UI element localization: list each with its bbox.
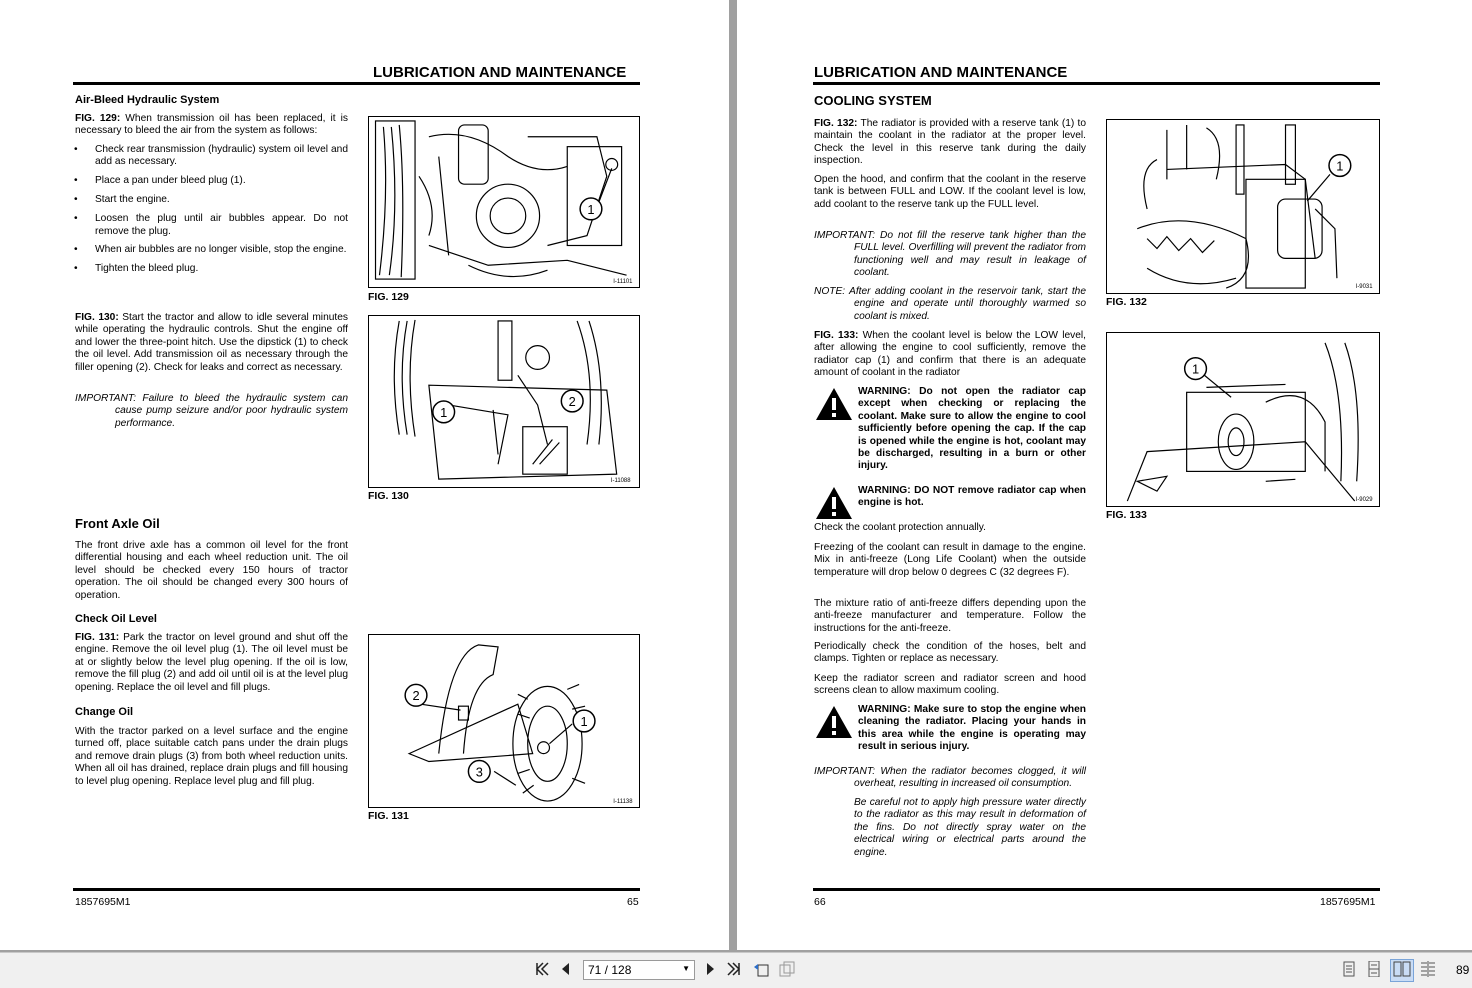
fig129-text: When transmission oil has been replaced, it is necessary to bleed the air from the system as follows: (75, 113, 349, 137)
list-item: • Tighten the bleed plug. (74, 263, 348, 275)
section-title-change-oil: Change Oil (75, 706, 134, 718)
check-annually-text: Check the coolant protection annually. (814, 522, 986, 533)
single-page-icon (1342, 961, 1356, 977)
continuous-view-button[interactable] (1367, 961, 1381, 980)
engine-drawing (369, 117, 639, 287)
back-view-icon (752, 961, 770, 977)
header-rule (813, 82, 1380, 85)
warning-radiator-cap (814, 386, 1086, 476)
page-number-input[interactable] (583, 960, 695, 980)
fig129-caption: FIG. 129 (368, 291, 409, 303)
callout-3: 3 (475, 764, 483, 780)
note-coolant-mix: NOTE: After adding coolant in the reservoir tank, start the engine and operate until thoroughly warmed so coolant is mixed. (814, 286, 1086, 322)
viewer-toolbar (0, 952, 1472, 988)
chevron-down-icon: ▼ (682, 964, 690, 973)
continuous-facing-view-button[interactable] (1419, 961, 1437, 980)
doc-number: 1857695M1 (75, 896, 131, 908)
first-page-icon (534, 961, 550, 977)
reserve-tank-drawing (1107, 120, 1379, 293)
careful-paragraph: Be careful not to apply high pressure water directly to the radiator as this may result in deformation of the fins. Do not directly spray water on the electrical wiring or electrical parts around the engine. (854, 797, 1086, 858)
fig130-ref: FIG. 130: (75, 312, 119, 323)
fig133-caption: FIG. 133 (1106, 509, 1147, 521)
figure-133-radiator-cap (1106, 332, 1380, 507)
warning-text: WARNING: Make sure to stop the engine when cleaning the radiator. Placing your hands in this area while the engine is operating may result in serious injury. (858, 704, 1086, 753)
warning-text: WARNING: Do not open the radiator cap except when checking or replacing the coolant. Make sure to allow the engine to cool sufficiently before opening the cap. If the cap is opened while the engine is hot, coolant may be discharged, resulting in a burn or other injury. (858, 386, 1086, 472)
page-number: 66 (814, 896, 826, 908)
section-title-check-oil: Check Oil Level (75, 613, 157, 625)
last-page-button[interactable] (726, 961, 742, 980)
figure-code: I-11138 (613, 799, 633, 806)
periodic-check-paragraph: Periodically check the condition of the hoses, belt and clamps. Tighten or replace as necessary. (814, 641, 1086, 665)
facing-pages-icon (1393, 961, 1411, 977)
important-note-hydraulic: IMPORTANT: Failure to bleed the hydraulic system can cause pump seizure and/or poor hydraulic system performance. (75, 393, 348, 429)
callout-2: 2 (568, 393, 576, 409)
page-66 (737, 0, 1472, 950)
header-rule (73, 82, 640, 85)
keep-clean-paragraph: Keep the radiator screen and radiator screen and hood screens clean to allow maximum cooling. (814, 673, 1086, 697)
section-title-cooling: COOLING SYSTEM (814, 93, 932, 108)
list-item: • Place a pan under bleed plug (1). (74, 175, 348, 187)
list-item: • Start the engine. (74, 194, 348, 206)
figure-129-hydraulic-bleed (368, 116, 640, 288)
fig131-paragraph (75, 632, 348, 694)
hydraulic-drawing (369, 316, 639, 487)
page-indicator: 71 / 128 (588, 963, 632, 977)
fig129-paragraph (75, 113, 348, 138)
callout-1: 1 (440, 404, 448, 420)
freezing-paragraph: Freezing of the coolant can result in damage to the engine. Mix in anti-freeze (Long Life Coolant) when the outside temperature will drop below 0 degrees C (32 degrees F). (814, 542, 1086, 578)
page-header: LUBRICATION AND MAINTENANCE (373, 64, 627, 81)
axle-drawing (369, 635, 639, 807)
footer-rule (813, 888, 1380, 891)
warning-text: WARNING: DO NOT remove radiator cap when engine is hot. (858, 485, 1086, 509)
mixture-paragraph: The mixture ratio of anti-freeze differs depending upon the anti-freeze manufacturer and temperature. Follow the instructions for the anti-freeze. (814, 598, 1086, 634)
facing-pages-view-button[interactable] (1390, 959, 1414, 982)
fig132-paragraph (814, 118, 1086, 168)
section-title-air-bleed: Air-Bleed Hydraulic System (75, 94, 220, 106)
fig131-text: Park the tractor on level ground and shut off the engine. Remove the oil level plug (1). The oil level must be at or slightly below the level plug opening. If the oil is low, remove the fill plug (2) and add oil until oil is at the level plug opening. Replace the oil level and fill plugs. (75, 632, 348, 693)
figure-132-reserve-tank (1106, 119, 1380, 294)
bleed-steps-list (74, 144, 348, 282)
fig129-ref: FIG. 129: (75, 113, 121, 124)
figure-code: I-11101 (613, 279, 633, 286)
go-back-view-button[interactable] (752, 961, 770, 980)
page-header: LUBRICATION AND MAINTENANCE (814, 64, 1068, 81)
page-gap (729, 0, 737, 950)
fig131-caption: FIG. 131 (368, 810, 409, 822)
forward-view-icon (778, 961, 796, 977)
warning-hot-engine (814, 485, 1086, 521)
callout-1: 1 (1336, 158, 1344, 174)
single-page-view-button[interactable] (1342, 961, 1356, 980)
fig130-text: Start the tractor and allow to idle several minutes while operating the hydraulic controls. Shut the engine off and lower the three-point hitch. Use the dipstick (1) to check the oil level. Add transmission oil as necessary through the filler opening (2). Check for leaks and correct as necessary. (75, 312, 348, 373)
figure-130-dipstick (368, 315, 640, 488)
first-page-button[interactable] (534, 961, 550, 980)
list-item: • Check rear transmission (hydraulic) system oil level and add as necessary. (74, 144, 348, 169)
warning-triangle-icon (814, 386, 854, 422)
fig130-paragraph (75, 312, 348, 374)
fig133-paragraph (814, 330, 1086, 380)
figure-code: I-9029 (1355, 497, 1373, 504)
fig133-ref: FIG. 133: (814, 330, 859, 341)
warning-triangle-icon (814, 485, 854, 521)
callout-1: 1 (580, 713, 588, 729)
list-item: • When air bubbles are no longer visible, stop the engine. (74, 244, 348, 256)
fig132-ref: FIG. 132: (814, 118, 858, 129)
next-page-button[interactable] (702, 961, 718, 980)
figure-code: I-9031 (1355, 284, 1373, 291)
callout-2: 2 (412, 688, 420, 704)
change-oil-paragraph: With the tractor parked on a level surface and the engine turned off, place suitable catch pans under the drain plugs and remove drain plugs (3) from both wheel reduction units. When all oil has drained, replace drain plugs and fill housing to level plug opening. Replace level plug and fill plug. (75, 726, 348, 787)
front-axle-paragraph: The front drive axle has a common oil level for the front differential housing and each wheel reduction unit. The oil level should be checked every 150 hours of tractor operation. The oil should be changed every 300 hours of operation. (75, 540, 348, 601)
last-page-icon (726, 961, 742, 977)
fig133-text: When the coolant level is below the LOW level, after allowing the engine to cool sufficiently, remove the radiator cap (1) and confirm that there is an adequate amount of coolant in the radiator (814, 330, 1087, 379)
next-page-icon (702, 961, 718, 977)
open-hood-paragraph: Open the hood, and confirm that the coolant in the reserve tank is between FULL and LOW. If the coolant level is low, add coolant to the reserve tank up the FULL level. (814, 174, 1086, 210)
list-item: • Loosen the plug until air bubbles appear. Do not remove the plug. (74, 213, 348, 238)
section-title-front-axle: Front Axle Oil (75, 516, 160, 531)
important-note-clogged: IMPORTANT: When the radiator becomes clogged, it will overheat, resulting in increased oil consumption. (814, 766, 1086, 790)
previous-page-button[interactable] (558, 961, 574, 980)
page-number: 65 (627, 896, 639, 908)
important-note-overfill: IMPORTANT: Do not fill the reserve tank higher than the FULL level. Overfilling will prevent the radiator from functioning well and may result in leakage of coolant. (814, 230, 1086, 279)
footer-rule (73, 888, 640, 891)
figure-code: I-11088 (610, 478, 631, 485)
fig132-caption: FIG. 132 (1106, 296, 1147, 308)
radiator-drawing (1107, 333, 1379, 506)
page-65 (0, 0, 729, 950)
warning-stop-engine (814, 704, 1086, 760)
fig130-caption: FIG. 130 (368, 490, 409, 502)
figure-131-front-axle (368, 634, 640, 808)
go-forward-view-button[interactable] (778, 961, 796, 980)
previous-page-icon (558, 961, 574, 977)
zoom-level[interactable]: 89 (1456, 963, 1470, 977)
fig132-text: The radiator is provided with a reserve tank (1) to maintain the coolant in the radiator at the proper level. Check the level in this reserve tank during the daily inspection. (814, 118, 1087, 167)
callout-1: 1 (1191, 361, 1200, 377)
callout-1: 1 (587, 201, 595, 217)
warning-triangle-icon (814, 704, 854, 740)
continuous-facing-icon (1419, 961, 1437, 977)
doc-number: 1857695M1 (1320, 896, 1376, 908)
fig131-ref: FIG. 131: (75, 632, 120, 643)
continuous-page-icon (1367, 961, 1381, 977)
